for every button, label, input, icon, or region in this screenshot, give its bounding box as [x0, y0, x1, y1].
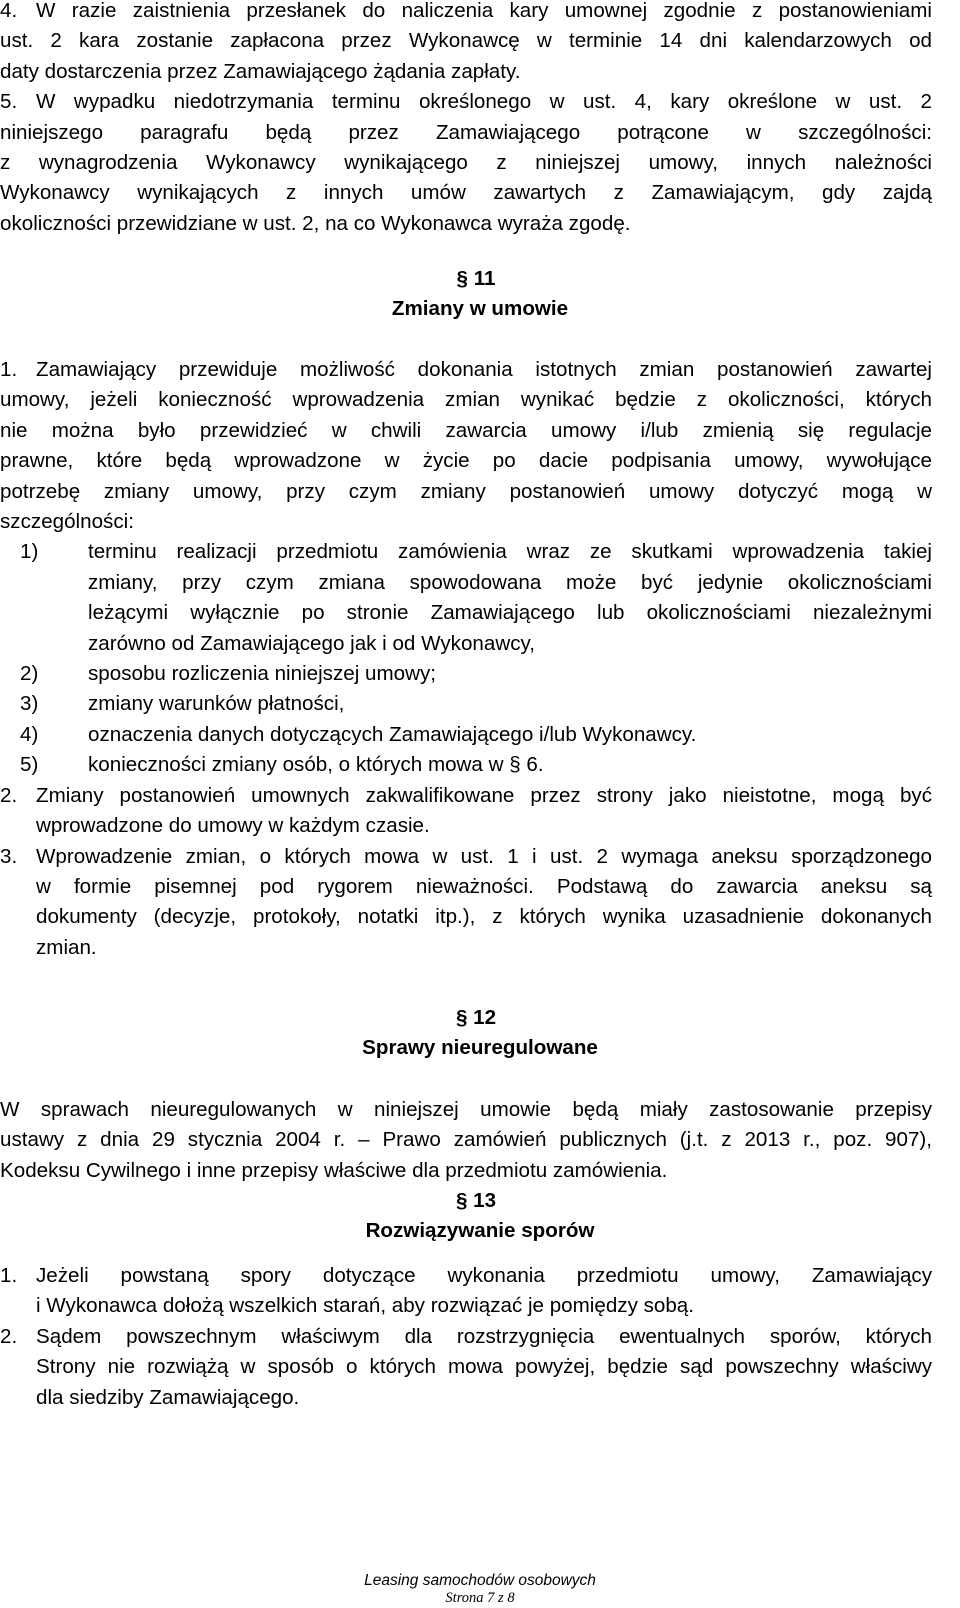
- subitem-4: [20, 720, 960, 750]
- list-item-4: [0, 0, 960, 87]
- text-line: potrzebę zmiany umowy, przy czym zmiany postanowień umowy dotyczyć mogą w: [0, 479, 932, 503]
- text-line: sposobu rozliczenia niniejszej umowy;: [88, 662, 436, 686]
- section-title: Zmiany w umowie: [391, 297, 569, 321]
- section-title: Rozwiązywanie sporów: [365, 1219, 595, 1243]
- section-12-body: [0, 1095, 960, 1186]
- text-line: Zamawiający przewiduje możliwość dokonania istotnych zmian postanowień zawartej: [36, 358, 932, 381]
- list-item-5: [0, 87, 960, 239]
- section-12-heading: [0, 1003, 960, 1064]
- subitem-number: 5): [20, 753, 39, 777]
- text-line: W razie zaistnienia przesłanek do naliczenia kary umownej zgodnie z postanowieniami: [36, 0, 932, 22]
- text-line: Sądem powszechnym właściwym dla rozstrzygnięcia ewentualnych sporów, których: [36, 1324, 932, 1348]
- subitem-2: [20, 659, 960, 689]
- text-line: i Wykonawca dołożą wszelkich starań, aby rozwiązać je pomiędzy sobą.: [36, 1294, 694, 1318]
- text-line: okoliczności przewidziane w ust. 2, na co Wykonawca wyraża zgodę.: [0, 211, 631, 235]
- page-number-footer: [0, 1590, 960, 1607]
- text-line: Wprowadzenie zmian, o których mowa w ust. 1 i ust. 2 wymaga aneksu sporządzonego: [36, 844, 932, 868]
- paragraph-1: [0, 355, 960, 537]
- text-line: ust. 2 kara zostanie zapłacona przez Wykonawcę w terminie 14 dni kalendarzowych od: [0, 29, 932, 53]
- text-line: leżącymi wyłącznie po stronie Zamawiającego lub okolicznościami niezależnymi: [88, 601, 932, 625]
- penalty-items: [0, 0, 960, 239]
- section-title: Sprawy nieuregulowane: [362, 1036, 598, 1060]
- subitem-number: 2): [20, 662, 39, 686]
- text-line: zmiany warunków płatności,: [88, 692, 345, 716]
- subitem-3: [20, 689, 960, 719]
- item-number: 2.: [0, 783, 18, 807]
- subitem-number: 3): [20, 692, 39, 716]
- subitem-number: 4): [20, 722, 39, 746]
- text-line: w formie pisemnej pod rygorem nieważności. Podstawą do zawarcia aneksu są: [36, 874, 932, 898]
- section-number: § 12: [455, 1006, 497, 1029]
- text-line: Strony nie rozwiążą w sposób o których mowa powyżej, będzie sąd powszechny właściwy: [36, 1355, 932, 1379]
- text-line: umowy, jeżeli konieczność wprowadzenia zmian wynikać będzie z okoliczności, których: [0, 388, 932, 412]
- section-13-body: [0, 1261, 960, 1413]
- footer-title: Leasing samochodów osobowych: [364, 1572, 596, 1589]
- text-line: oznaczenia danych dotyczących Zamawiającego i/lub Wykonawcy.: [88, 722, 697, 746]
- paragraph-2: [0, 781, 960, 842]
- text-line: z wynagrodzenia Wykonawcy wynikającego z niniejszej umowy, innych należności: [0, 151, 932, 175]
- text-line: W sprawach nieuregulowanych w niniejszej umowie będą miały zastosowanie przepisy: [0, 1098, 932, 1121]
- text-line: zarówno od Zamawiającego jak i od Wykonawcy,: [88, 631, 535, 655]
- page-number: Strona 7 z 8: [445, 1590, 515, 1606]
- subitem-5: [20, 750, 960, 780]
- text-line: ustawy z dnia 29 stycznia 2004 r. – Prawo zamówień publicznych (j.t. z 2013 r., poz. 907),: [0, 1128, 932, 1152]
- subitem-1: [20, 537, 960, 659]
- text-line: szczególności:: [0, 510, 134, 534]
- text-line: prawne, które będą wprowadzone w życie po dacie podpisania umowy, wywołujące: [0, 449, 932, 473]
- text-line: dla siedziby Zamawiającego.: [36, 1385, 300, 1409]
- item-number: 3.: [0, 844, 18, 868]
- text-line: Kodeksu Cywilnego i inne przepisy właściwe dla przedmiotu zamówienia.: [0, 1158, 668, 1182]
- item-number: 1.: [0, 358, 18, 381]
- section-13-heading: [0, 1186, 960, 1247]
- section-11-heading: [0, 264, 960, 325]
- item-number: 1.: [0, 1264, 18, 1287]
- text-line: W wypadku niedotrzymania terminu określonego w ust. 4, kary określone w ust. 2: [36, 90, 932, 114]
- text-line: Zmiany postanowień umownych zakwalifikowane przez strony jako nieistotne, mogą być: [36, 783, 932, 807]
- subitem-number: 1): [20, 540, 39, 564]
- dispute-item-2: [0, 1322, 960, 1413]
- text-line: dokumenty (decyzje, protokoły, notatki itp.), z których wynika uzasadnienie dokonanych: [36, 905, 932, 929]
- dispute-item-1: [0, 1261, 960, 1322]
- text-line: Wykonawcy wynikających z innych umów zawartych z Zamawiającym, gdy zajdą: [0, 181, 932, 205]
- paragraph-3: [0, 842, 960, 964]
- paragraph: [0, 1095, 932, 1186]
- page-footer: [0, 1572, 960, 1590]
- text-line: terminu realizacji przedmiotu zamówienia wraz ze skutkami wprowadzenia takiej: [88, 540, 932, 564]
- section-11-body: [0, 355, 960, 963]
- text-line: konieczności zmiany osób, o których mowa w § 6.: [88, 753, 544, 777]
- text-line: wprowadzone do umowy w każdym czasie.: [36, 814, 430, 838]
- text-line: zmian.: [36, 935, 97, 959]
- section-number: § 13: [455, 1189, 497, 1212]
- text-line: zmiany, przy czym zmiana spowodowana może być jedynie okolicznościami: [88, 570, 932, 594]
- item-number: 5.: [0, 90, 18, 114]
- text-line: daty dostarczenia przez Zamawiającego żądania zapłaty.: [0, 59, 521, 83]
- text-line: Jeżeli powstaną spory dotyczące wykonania przedmiotu umowy, Zamawiający: [36, 1264, 932, 1287]
- text-line: nie można było przewidzieć w chwili zawarcia umowy i/lub zmienią się regulacje: [0, 418, 932, 442]
- item-number: 4.: [0, 0, 18, 22]
- section-number: § 11: [456, 267, 496, 290]
- item-number: 2.: [0, 1324, 18, 1348]
- text-line: niniejszego paragrafu będą przez Zamawiającego potrącone w szczególności:: [0, 120, 932, 144]
